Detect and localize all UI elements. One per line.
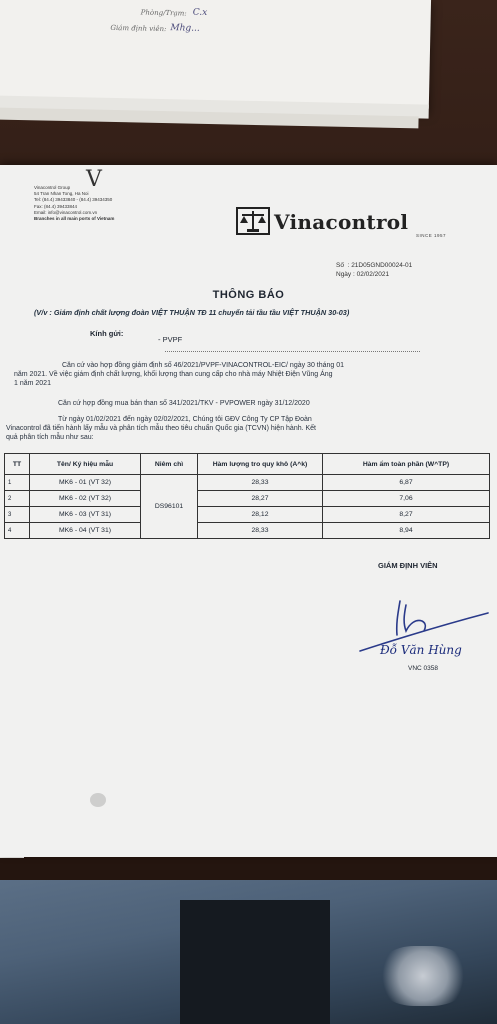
recipient-value: - PVPF [158, 335, 183, 344]
paragraph-line: Từ ngày 01/02/2021 đến ngày 02/02/2021, Chúng tôi GĐV Công Ty CP Tập Đoàn [58, 416, 312, 423]
document-title: THÔNG BÁO [212, 289, 285, 301]
inspector-name: Đỗ Văn Hùng [380, 643, 462, 657]
ref-number: : 21D05GND00024-01 [347, 262, 413, 269]
ash-value: 28,33 [198, 523, 323, 539]
moisture-value: 8,94 [323, 523, 490, 539]
table-row [5, 491, 490, 507]
ref-number-label: Số [336, 262, 344, 269]
sample-name: MK6 - 02 (VT 32) [30, 491, 141, 507]
paragraph-line: Căn cứ vào hợp đồng giám định số 46/2021/PVPF-VINACONTROL-EIC/ ngày 30 tháng 01 [62, 362, 345, 369]
moisture-value: 8,27 [323, 507, 490, 523]
document-subject: (V/v : Giám định chất lượng đoàn VIỆT THUẬN TĐ 11 chuyển tải tầu tầu VIỆT THUẬN 30-03) [34, 308, 350, 317]
paragraph-line: 1 năm 2021 [14, 380, 51, 387]
paragraph-line: Vinacontrol đã tiến hành lấy mẫu và phân tích mẫu theo tiêu chuẩn Quốc gia (TCVN) hiện hành. Kết [6, 425, 317, 432]
results-table [4, 453, 490, 539]
table-row [5, 523, 490, 539]
brand-since: SINCE 1957 [415, 233, 446, 238]
inspector-label: Giám định viên: [110, 23, 167, 34]
jeans-shadow [180, 900, 330, 1024]
sample-name: MK6 - 03 (VT 31) [30, 507, 141, 523]
ash-value: 28,27 [198, 491, 323, 507]
sender-tel: Tel: (84.4) 39433840 - (84.4) 39434350 [34, 197, 113, 203]
paragraph-line: Căn cứ hợp đồng mua bán than số 341/2021/TKV - PVPOWER ngày 31/12/2020 [58, 400, 310, 407]
sender-email: Email: info@vinacontrol.com.vn [34, 209, 98, 215]
column-header: TT [5, 454, 30, 475]
ash-value: 28,12 [198, 507, 323, 523]
sample-name: MK6 - 04 (VT 31) [30, 523, 141, 539]
table-header-row [5, 454, 490, 475]
table-row [5, 475, 490, 491]
column-header: Niêm chì [141, 454, 198, 475]
sender-branches: Branches in all main ports of Vietnam [34, 216, 115, 222]
top-paper-stack [0, 0, 431, 109]
seal-number: DS96101 [141, 475, 198, 539]
paragraph-line: quả phân tích mẫu như sau: [6, 434, 94, 441]
inspector-value: Mhg... [170, 23, 200, 34]
reference-block [336, 261, 412, 279]
scales-logo-icon [236, 207, 270, 235]
paragraph-line: năm 2021. Về việc giám định chất lượng, khối lượng than cung cấp cho nhà máy Nhiệt Điện Vũng Áng [14, 371, 333, 378]
notice-document [0, 165, 497, 857]
ref-date: : 02/02/2021 [353, 271, 390, 278]
sender-fax: Fax: (84.4) 39433844 [34, 203, 78, 209]
vinacontrol-small-logo-icon: V [86, 167, 102, 192]
ash-value: 28,33 [198, 475, 323, 491]
inspector-code: VNC 0358 [408, 665, 438, 672]
table-row [5, 507, 490, 523]
row-number: 3 [5, 507, 30, 523]
moisture-value: 6,87 [323, 475, 490, 491]
sender-address: 54 Tran Nhan Tong, Ha Noi [34, 191, 89, 197]
sender-org: Vinacontrol Group [34, 185, 71, 190]
sender-block [34, 167, 164, 222]
paper-smudge [90, 793, 106, 807]
brand-name: Vinacontrol [274, 210, 409, 234]
row-number: 1 [5, 475, 30, 491]
room-value: C.x [192, 7, 208, 18]
jeans-frayed-patch [378, 946, 468, 1006]
room-label: Phòng/Trạm: [140, 8, 187, 18]
moisture-value: 7,06 [323, 491, 490, 507]
ref-date-label: Ngày [336, 271, 352, 278]
dotted-line [165, 351, 420, 352]
brand-logo [236, 207, 448, 241]
row-number: 4 [5, 523, 30, 539]
row-number: 2 [5, 491, 30, 507]
column-header: Tên/ Ký hiệu mẫu [30, 454, 141, 475]
column-header: Hàm lượng tro quy khô (A^k) [198, 454, 323, 475]
inspector-title: GIÁM ĐỊNH VIÊN [378, 561, 438, 570]
recipient-label: Kính gửi: [90, 329, 124, 338]
column-header: Hàm ẩm toàn phần (W^TP) [323, 454, 490, 475]
sample-name: MK6 - 01 (VT 32) [30, 475, 141, 491]
